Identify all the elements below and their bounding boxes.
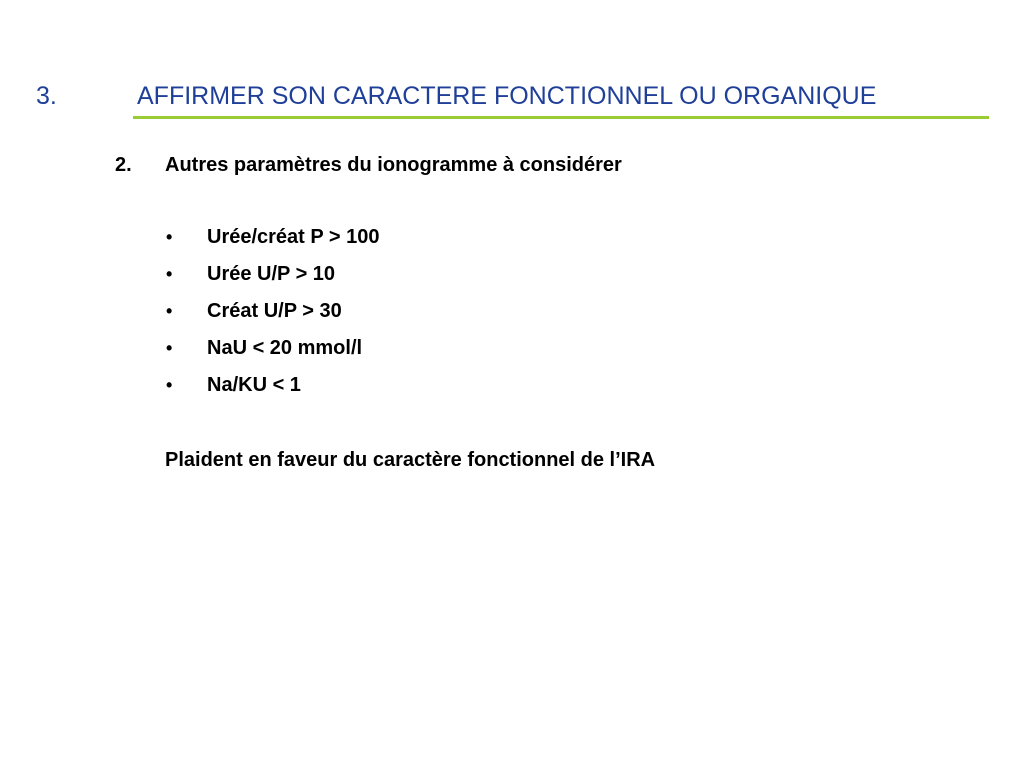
title-underline xyxy=(133,116,989,119)
list-item xyxy=(0,259,1024,296)
slide-title xyxy=(0,78,1024,114)
subheading xyxy=(0,150,1024,180)
list-item xyxy=(0,333,1024,370)
list-item-text: Créat U/P > 30 xyxy=(207,300,342,322)
list-item-text: Urée U/P > 10 xyxy=(207,263,336,285)
subheading-number: 2. xyxy=(115,154,132,176)
list-item-text: NaU < 20 mmol/l xyxy=(207,337,363,359)
list-item xyxy=(0,296,1024,333)
bullet-icon: • xyxy=(166,264,173,284)
list-item-text: Na/KU < 1 xyxy=(207,374,301,396)
list-item-text: Urée/créat P > 100 xyxy=(207,226,380,248)
bullet-icon: • xyxy=(166,227,173,247)
title-number: 3. xyxy=(36,82,57,110)
list-item xyxy=(0,370,1024,407)
bullet-icon: • xyxy=(166,375,173,395)
subheading-text: Autres paramètres du ionogramme à considérer xyxy=(165,154,622,176)
conclusion-text: Plaident en faveur du caractère fonctionnel de l’IRA xyxy=(165,449,656,471)
bullet-icon: • xyxy=(166,338,173,358)
list-item xyxy=(0,222,1024,259)
title-text: AFFIRMER SON CARACTERE FONCTIONNEL OU ORGANIQUE xyxy=(137,82,877,110)
bullet-icon: • xyxy=(166,301,173,321)
criteria-list xyxy=(0,222,1024,407)
